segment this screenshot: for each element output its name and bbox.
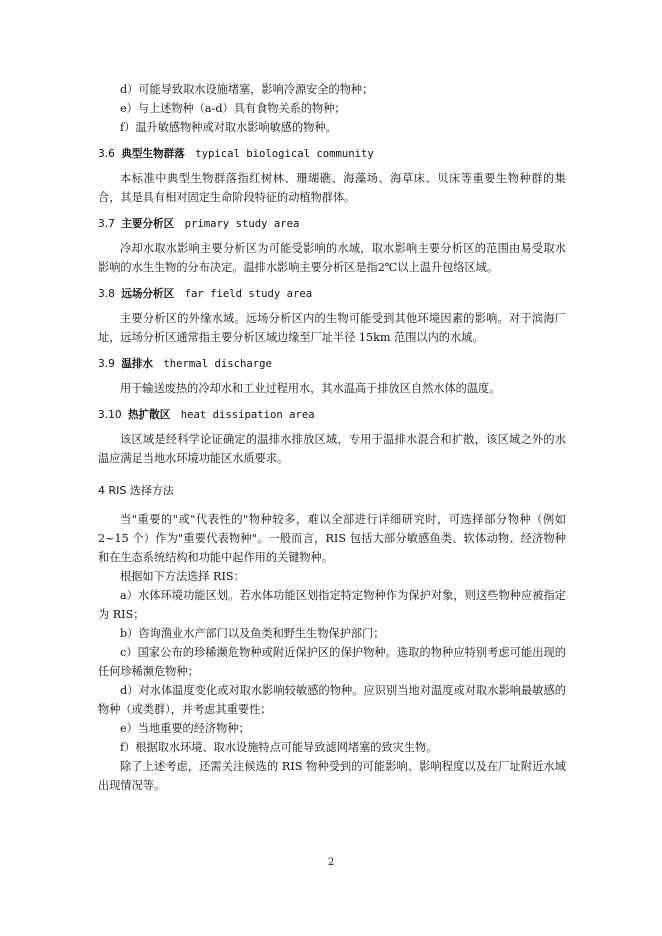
method-item-b: b）咨询渔业水产部门以及鱼类和野生生物保护部门；: [120, 627, 385, 640]
section-title-en: thermal discharge: [163, 358, 272, 370]
section-3-6-heading: [98, 145, 566, 163]
section-number: 3.6: [98, 148, 115, 160]
section-3-10-heading: [98, 406, 566, 424]
section-number: 3.10: [98, 409, 122, 421]
list-item-d: d）可能导致取水设施堵塞，影响冷源安全的物种；: [120, 83, 374, 96]
section-4-heading: 4 RIS 选择方法: [98, 484, 174, 497]
section-3-10-text: 该区域是经科学论证确定的温排水排放区域，专用于温排水混合和扩散，该区域之外的水温应满足当地水环境功能区水质要求。: [98, 433, 566, 465]
section-number: 3.8: [98, 288, 115, 300]
section-4-intro: 当"重要的"或"代表性的"物种较多，难以全部进行详细研究时，可选择部分物种（例如2~15 个）作为"重要代表物种"。一般而言，RIS 包括大部分敏感鱼类、软体动物、经济物种和在生态系统结构和功能中起作用的关键物种。: [98, 513, 566, 564]
section-title: 温排水: [121, 358, 154, 370]
section-number: 3.7: [98, 218, 115, 230]
list-item-e: e）与上述物种（a-d）具有食物关系的物种；: [120, 102, 346, 115]
method-item-a: a）水体环境功能区划。若水体功能区划指定特定物种作为保护对象，则这些物种应被指定为 RIS；: [98, 589, 566, 621]
section-number: 3.9: [98, 358, 115, 370]
section-title-en: typical biological community: [195, 148, 374, 160]
section-4-closing: 除了上述考虑，还需关注候选的 RIS 物种受到的可能影响、影响程度以及在厂址附近水域出现情况等。: [98, 760, 566, 792]
method-item-e: e）当地重要的经济物种；: [120, 722, 250, 735]
section-title: 典型生物群落: [121, 148, 185, 160]
section-3-7-heading: [98, 215, 566, 233]
method-item-d: d）对水体温度变化或对取水影响较敏感的物种。应识别当地对温度或对取水影响最敏感的物种（或类群），并考虑其重要性；: [98, 684, 566, 716]
page-content: [98, 80, 566, 795]
section-3-8-heading: [98, 285, 566, 303]
method-item-c: c）国家公布的珍稀濒危物种或附近保护区的保护物种。选取的物种应特别考虑可能出现的任何珍稀濒危物种；: [98, 646, 566, 678]
section-title-en: far field study area: [184, 288, 313, 300]
section-title: 主要分析区: [121, 218, 175, 230]
section-3-8-text: 主要分析区的外缘水域。远场分析区内的生物可能受到其他环境因素的影响。对于滨海厂址，远场分析区通常指主要分析区域边缘至厂址半径 15km 范围以内的水域。: [98, 312, 566, 344]
list-item-f: f）温升敏感物种或对取水影响敏感的物种。: [120, 121, 337, 134]
section-title-en: primary study area: [184, 218, 300, 230]
section-3-9-text: 用于输送废热的冷却水和工业过程用水，其水温高于排放区自然水体的温度。: [120, 382, 501, 395]
method-item-f: f）根据取水环境、取水设施特点可能导致滤网堵塞的致灾生物。: [120, 741, 438, 754]
section-3-9-heading: [98, 355, 566, 373]
section-title: 热扩散区: [127, 409, 171, 421]
section-title: 远场分析区: [121, 288, 175, 300]
section-title-en: heat dissipation area: [180, 409, 315, 421]
section-4-lead: 根据如下方法选择 RIS：: [120, 570, 245, 583]
page-number: 2: [327, 857, 335, 868]
section-3-6-text: 本标准中典型生物群落指红树林、珊瑚礁、海藻场、海草床、贝床等重要生物种群的集合，其是具有相对固定生命阶段特征的动植物群体。: [98, 172, 566, 204]
section-3-7-text: 冷却水取水影响主要分析区为可能受影响的水域，取水影响主要分析区的范围由易受取水影响的水生生物的分布决定。温排水影响主要分析区是指2℃以上温升包络区域。: [98, 242, 566, 274]
